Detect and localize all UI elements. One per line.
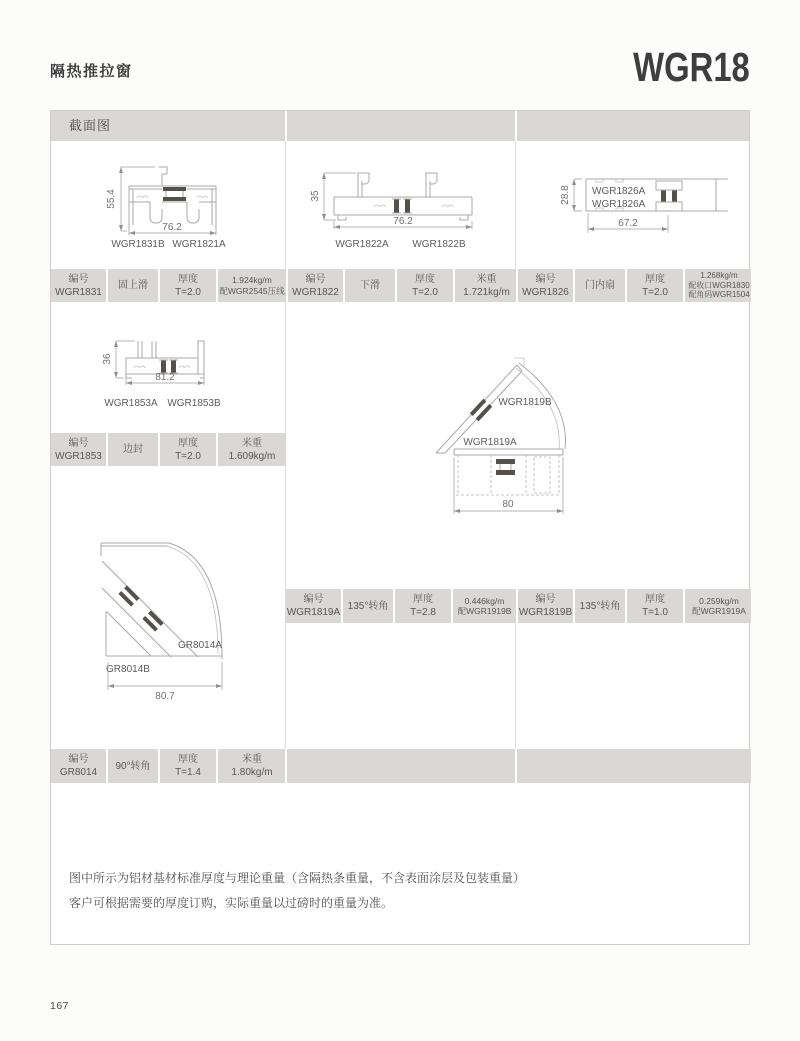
- dim-width: 80.7: [155, 691, 175, 702]
- wgr1822-drawing: [286, 141, 516, 269]
- thickness-cell: 厚度 T=2.0: [395, 269, 453, 302]
- code-cell: 编号 WGR1819A: [286, 594, 341, 618]
- column-divider: [515, 111, 517, 141]
- dim-width: 81.2: [155, 372, 175, 383]
- weight-cell: 米重 1.721kg/m: [453, 269, 518, 302]
- spec-band-wgr1853: [51, 433, 286, 466]
- code-cell: 编号 WGR1831: [55, 273, 102, 298]
- weight-cell: 米重 1.80kg/m: [216, 749, 286, 783]
- wgr1826-drawing: [516, 141, 751, 269]
- spec-table-wgr1853: [51, 433, 286, 466]
- page-number: 167: [50, 1000, 70, 1012]
- dim-width: 80: [502, 499, 514, 510]
- spec-table-wgr1819a: [286, 589, 516, 623]
- spec-table-wgr1819b: [516, 589, 753, 623]
- name-cell: 下滑: [343, 269, 395, 302]
- part-label: WGR1853A: [104, 398, 158, 409]
- dim-height: 28.8: [560, 185, 571, 205]
- thickness-cell: 厚度 T=2.0: [158, 433, 216, 466]
- part-label: WGR1819B: [498, 397, 552, 408]
- spec-table-wgr1826: [516, 269, 753, 302]
- dim-width: 76.2: [162, 222, 182, 233]
- code-cell: 编号 GR8014: [59, 754, 98, 778]
- part-label: WGR1822A: [335, 239, 389, 250]
- name-cell: 90°转角: [106, 749, 158, 783]
- code-cell: 编号 WGR1819B: [518, 594, 573, 618]
- dim-width: 76.2: [393, 216, 413, 227]
- footer-notes: [69, 866, 525, 916]
- footer-note-line2: 客户可根据需要的厚度订购，实际重量以过磅时的重量为准。: [69, 896, 394, 910]
- part-label: WGR1826A: [592, 199, 646, 210]
- section-sheet: [50, 110, 750, 945]
- spec-band-gr8014: [51, 749, 751, 783]
- weight-cell: 0.446kg/m 配WGR1919B: [451, 589, 516, 623]
- spec-table-gr8014: [51, 749, 286, 783]
- gr8014-drawing: [51, 466, 286, 749]
- code-cell: 编号 WGR1822: [292, 273, 339, 298]
- name-cell: 135°转角: [573, 589, 625, 623]
- spec-band-wgr1819: [286, 589, 751, 623]
- weight-cell: 米重 1.609kg/m: [216, 433, 286, 466]
- spec-table-wgr1831: [51, 269, 286, 302]
- thickness-cell: 厚度 T=2.0: [158, 269, 216, 302]
- part-label: WGR1819A: [463, 437, 517, 448]
- thickness-cell: 厚度 T=2.8: [393, 589, 451, 623]
- part-label: WGR1821A: [172, 239, 226, 250]
- thickness-cell: 厚度 T=1.0: [625, 589, 683, 623]
- name-cell: 135°转角: [341, 589, 393, 623]
- wgr1853-drawing: [51, 302, 286, 433]
- thickness-cell: 厚度 T=1.4: [158, 749, 216, 783]
- section-title-bar: [51, 111, 749, 141]
- part-label: WGR1831B: [111, 239, 165, 250]
- wgr1819-drawing: [286, 302, 751, 589]
- name-cell: 门内扇: [573, 269, 625, 302]
- part-label: WGR1822B: [412, 239, 466, 250]
- thickness-cell: 厚度 T=2.0: [625, 269, 683, 302]
- footer-note-line1: 图中所示为铝材基材标准厚度与理论重量（含隔热条重量，不含表面涂层及包装重量）: [69, 871, 526, 885]
- dim-width: 67.2: [618, 218, 638, 229]
- dim-height: 55.4: [106, 189, 117, 209]
- weight-cell: 1.924kg/m 配WGR2545压线: [216, 269, 286, 302]
- page-title: 隔热推拉窗: [50, 63, 133, 80]
- wgr1831-drawing: [51, 141, 286, 269]
- code-cell: 编号 WGR1853: [55, 437, 102, 462]
- name-cell: 边封: [106, 433, 158, 466]
- spec-band-row1: [51, 269, 751, 302]
- part-label: GR8014B: [106, 664, 150, 675]
- series-model-title: WGR18: [633, 44, 750, 90]
- code-cell: 编号 WGR1826: [522, 273, 569, 298]
- weight-cell: 0.259kg/m 配WGR1919A: [683, 589, 753, 623]
- dim-height: 36: [102, 353, 113, 365]
- part-label: GR8014A: [178, 640, 222, 651]
- column-divider: [515, 749, 517, 783]
- spec-table-wgr1822: [286, 269, 518, 302]
- column-divider: [285, 111, 287, 141]
- column-divider: [285, 749, 287, 783]
- part-label: WGR1826A: [592, 186, 646, 197]
- weight-cell: 1.268kg/m 配收口WGR1830 配角码WGR1504: [683, 269, 753, 302]
- section-title: 截面图: [69, 118, 112, 133]
- dim-height: 35: [310, 190, 321, 202]
- name-cell: 固上滑: [106, 269, 158, 302]
- part-label: WGR1853B: [167, 398, 221, 409]
